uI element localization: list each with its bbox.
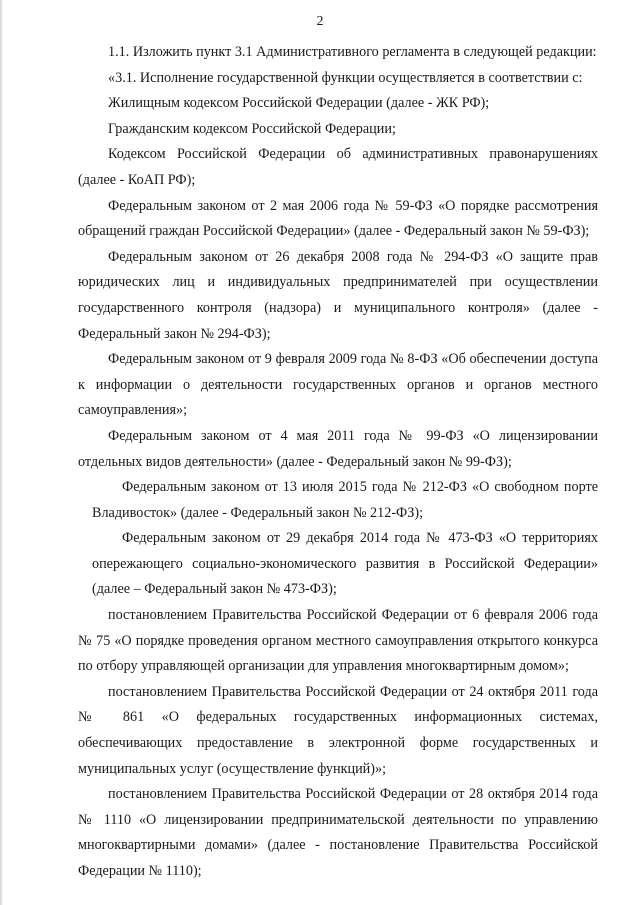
paragraph-housing-code: Жилищным кодексом Российской Федерации (далее - ЖК РФ); — [108, 95, 490, 112]
paragraph-resolution-1110: постановлением Правительства Российской Федерации от 28 октября 2014 года № 1110 «О лицензировании предпринимательской деятельности по управлению многоквартирными домами» (далее - постановление Правительства Российской Федерации № 1110); — [78, 786, 598, 879]
paragraph-resolution-861: постановлением Правительства Российской Федерации от 24 октября 2011 года № 861 «О федеральных государственных информационных системах, обеспечивающих предоставление в электронной форме государственных и муниципальных услуг (осуществление функций)»; — [78, 683, 598, 777]
paragraph-clause-3-1: «3.1. Исполнение государственной функции осуществляется в соответствии с: — [108, 69, 583, 86]
paragraph-law-8-fz: Федеральным законом от 9 февраля 2009 года № 8-ФЗ «Об обеспечении доступа к информации о деятельности государственных органов и органов местного самоуправления»; — [78, 351, 598, 419]
scan-edge-shadow — [0, 0, 3, 905]
paragraph-civil-code: Гражданским кодексом Российской Федерации; — [108, 120, 396, 137]
paragraph-amendment-intro: 1.1. Изложить пункт 3.1 Административного регламента в следующей редакции: — [108, 44, 597, 60]
document-body — [78, 40, 598, 885]
page-number: 2 — [316, 14, 324, 29]
paragraph-law-473-fz: Федеральным законом от 29 декабря 2014 года № 473-ФЗ «О территориях опережающего социально-экономического развития в Российской Федерации» (далее – Федеральный закон № 473-ФЗ); — [92, 530, 598, 598]
paragraph-law-212-fz: Федеральным законом от 13 июля 2015 года № 212-ФЗ «О свободном порте Владивосток» (далее - Федеральный закон № 212-ФЗ); — [92, 479, 598, 521]
paragraph-resolution-75: постановлением Правительства Российской Федерации от 6 февраля 2006 года № 75 «О порядке проведения органом местного самоуправления открытого конкурса по отбору управляющей организации для управления многоквартирным домом»; — [78, 607, 598, 675]
paragraph-law-99-fz: Федеральным законом от 4 мая 2011 года № 99-ФЗ «О лицензировании отдельных видов деятельности» (далее - Федеральный закон № 99-ФЗ); — [78, 427, 598, 470]
paragraph-law-59-fz: Федеральным законом от 2 мая 2006 года № 59-ФЗ «О порядке рассмотрения обращений граждан Российской Федерации» (далее - Федеральный закон № 59-ФЗ); — [78, 197, 598, 240]
paragraph-law-294-fz: Федеральным законом от 26 декабря 2008 года № 294-ФЗ «О защите прав юридических лиц и индивидуальных предпринимателей при осуществлении государственного контроля (надзора) и муниципального контроля» (далее - Федеральный закон № 294-ФЗ); — [78, 248, 598, 342]
paragraph-administrative-code: Кодексом Российской Федерации об административных правонарушениях (далее - КоАП РФ); — [78, 146, 598, 188]
